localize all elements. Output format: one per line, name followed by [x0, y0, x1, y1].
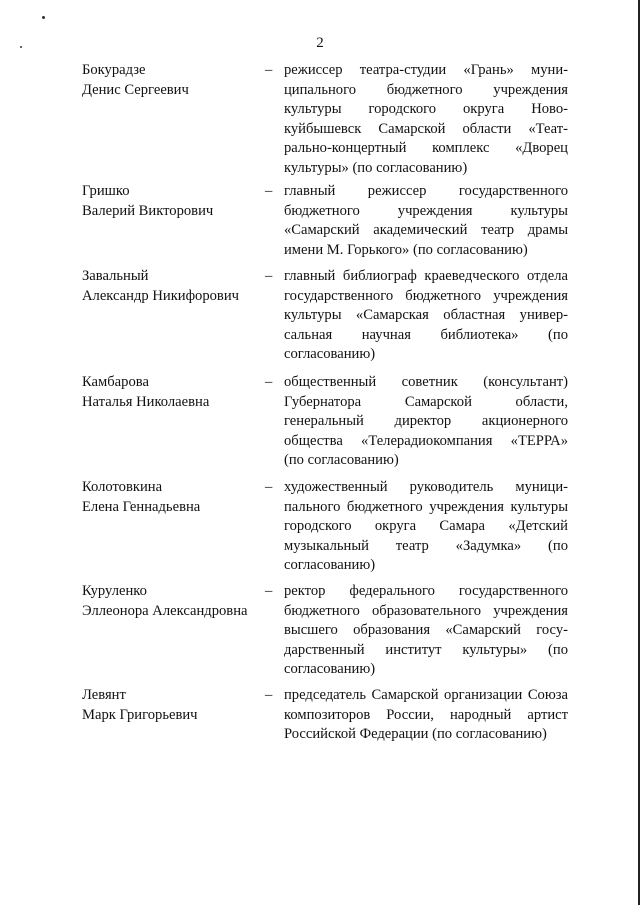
list-item — [0, 582, 640, 682]
description-line: имени М. Горького» (по согласованию) — [284, 241, 528, 258]
person-given-name: Валерий Викторович — [82, 202, 214, 219]
description-line: бюджетного образовательного учреждения — [284, 602, 568, 619]
page-number: 2 — [316, 35, 324, 51]
dash-separator: – — [265, 62, 273, 78]
position-description — [284, 373, 568, 471]
person-surname: Гришко — [82, 183, 130, 199]
list-item — [0, 478, 640, 578]
position-description — [284, 686, 568, 745]
description-line: Российской Федерации (по согласованию) — [284, 726, 547, 742]
person-name — [82, 582, 257, 621]
scan-speck — [42, 16, 45, 19]
position-description — [284, 61, 568, 178]
list-item — [0, 267, 640, 367]
description-line: культуры «Самарская областная универ- — [284, 307, 568, 323]
description-line: ректор федерального государственного — [284, 583, 568, 599]
position-description — [284, 182, 568, 260]
description-line: «Самарский академический театр драмы — [284, 222, 568, 238]
person-given-name: Наталья Николаевна — [82, 393, 210, 410]
position-description — [284, 478, 568, 576]
description-line: пального бюджетного учреждения культуры — [284, 498, 568, 515]
description-line: согласованию) — [284, 346, 376, 362]
description-line: дарственный институт культуры» (по — [284, 641, 568, 658]
person-name — [82, 478, 257, 517]
description-line: главный библиограф краеведческого отдела — [284, 268, 568, 284]
description-line: сальная научная библиотека» (по — [284, 326, 568, 343]
dash-separator: – — [265, 183, 273, 199]
dash-separator: – — [265, 687, 273, 703]
person-surname: Левянт — [82, 687, 126, 703]
description-line: согласованию) — [284, 661, 376, 677]
description-line: главный режиссер государственного — [284, 183, 568, 199]
description-line: общественный советник (консультант) — [284, 374, 568, 390]
description-line: Губернатора Самарской области, — [284, 393, 568, 410]
person-surname: Завальный — [82, 268, 149, 284]
description-line: государственного бюджетного учреждения — [284, 287, 568, 304]
list-item — [0, 686, 640, 786]
person-given-name: Эллеонора Александровна — [82, 602, 248, 619]
dash-separator: – — [265, 268, 273, 284]
person-given-name: Александр Никифорович — [82, 287, 239, 304]
description-line: городского округа Самара «Детский — [284, 518, 568, 534]
person-name — [82, 182, 257, 221]
description-line: генеральный директор акционерного — [284, 413, 568, 429]
description-line: куйбышевск Самарской области «Теат- — [284, 120, 568, 137]
person-given-name: Елена Геннадьевна — [82, 498, 201, 515]
person-surname: Бокурадзе — [82, 62, 146, 78]
person-name — [82, 373, 257, 412]
description-line: ципального бюджетного учреждения — [284, 81, 568, 98]
description-line: режиссер театра-студии «Грань» муни- — [284, 62, 568, 78]
position-description — [284, 582, 568, 680]
person-surname: Куруленко — [82, 583, 147, 599]
person-given-name: Денис Сергеевич — [82, 81, 189, 98]
description-line: высшего образования «Самарский госу- — [284, 622, 568, 638]
person-name — [82, 61, 257, 100]
list-item — [0, 373, 640, 473]
dash-separator: – — [265, 374, 273, 390]
position-description — [284, 267, 568, 365]
description-line: общества «Телерадиокомпания «ТЕРРА» — [284, 432, 568, 449]
description-line: (по согласованию) — [284, 452, 399, 468]
person-given-name: Марк Григорьевич — [82, 706, 198, 723]
description-line: музыкальный театр «Задумка» (по — [284, 537, 568, 554]
dash-separator: – — [265, 583, 273, 599]
description-line: композиторов России, народный артист — [284, 706, 568, 723]
person-name — [82, 267, 257, 306]
person-surname: Колотовкина — [82, 479, 163, 495]
description-line: согласованию) — [284, 557, 376, 573]
person-name — [82, 686, 257, 725]
description-line: культуры» (по согласованию) — [284, 159, 468, 176]
list-item — [0, 61, 640, 176]
description-line: культуры городского округа Ново- — [284, 101, 568, 117]
dash-separator: – — [265, 479, 273, 495]
person-surname: Камбарова — [82, 374, 149, 390]
description-line: художественный руководитель муници- — [284, 479, 568, 495]
description-line: председатель Самарской организации Союза — [284, 687, 568, 703]
description-line: бюджетного учреждения культуры — [284, 202, 568, 219]
description-line: рально-концертный комплекс «Дворец — [284, 140, 568, 156]
